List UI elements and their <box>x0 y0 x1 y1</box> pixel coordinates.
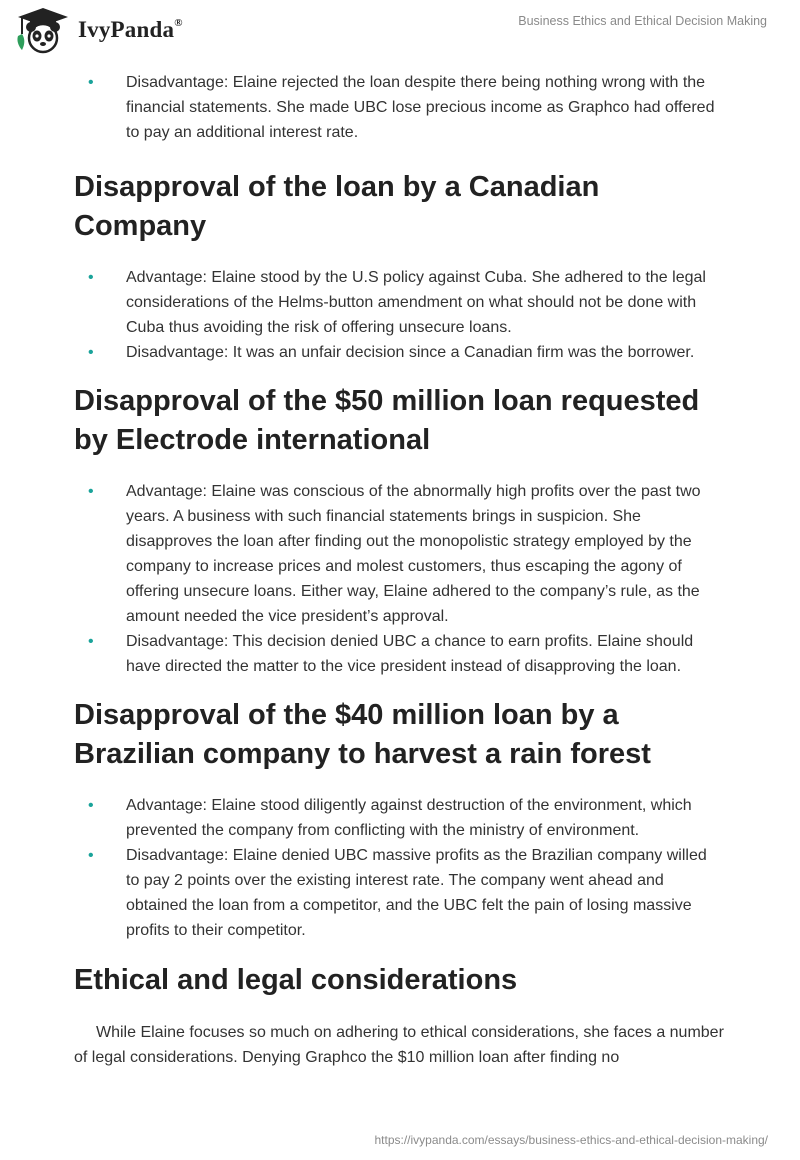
logo-text: IvyPanda® <box>78 17 183 42</box>
section-heading: Disapproval of the $50 million loan requested by Electrode international <box>74 385 700 456</box>
section-heading: Disapproval of the $40 million loan by a Brazilian company to harvest a rain forest <box>74 699 651 770</box>
site-logo[interactable] <box>14 6 183 54</box>
list-item: • Disadvantage: Elaine rejected the loan despite there being nothing wrong with the financial statements. She made UBC lose precious income as Graphco had offered to pay an additional interest rate. <box>74 70 724 145</box>
bullet-dot: • <box>88 633 94 650</box>
bullet-dot: • <box>88 797 94 814</box>
bullet-dot: • <box>88 74 94 91</box>
bullet-dot: • <box>88 269 94 286</box>
bullet-dot: • <box>88 483 94 500</box>
section-heading: Ethical and legal considerations <box>74 964 518 996</box>
bullet-list <box>74 265 724 365</box>
panda-graduate-icon <box>14 6 72 54</box>
article-content <box>74 70 724 1070</box>
body-paragraph: While Elaine focuses so much on adhering to ethical considerations, she faces a number of legal considerations. Denying Graphco the $10 million loan after finding no <box>74 1024 724 1066</box>
page-header <box>0 0 800 60</box>
section-heading: Disapproval of the loan by a Canadian Company <box>74 171 600 242</box>
document-title: Business Ethics and Ethical Decision Making <box>518 14 767 28</box>
bullet-dot: • <box>88 847 94 864</box>
list-item: • Disadvantage: This decision denied UBC a chance to earn profits. Elaine should have directed the matter to the vice president instead of disapproving the loan. <box>74 629 724 679</box>
source-url[interactable]: https://ivypanda.com/essays/business-ethics-and-ethical-decision-making/ <box>374 1133 768 1147</box>
bullet-list <box>74 479 724 679</box>
bullet-list <box>74 70 724 145</box>
list-item: • Advantage: Elaine was conscious of the abnormally high profits over the past two years. A business with such financial statements brings in suspicion. She disapproves the loan after finding out the monopolistic strategy employed by the company to increase prices and molest customers, thus escaping the agony of offering unsecure loans. Either way, Elaine adhered to the company’s rule, as the amount needed the vice president’s approval. <box>74 479 724 629</box>
bullet-list <box>74 793 724 943</box>
bullet-dot: • <box>88 344 94 361</box>
list-item: • Disadvantage: It was an unfair decision since a Canadian firm was the borrower. <box>74 340 724 365</box>
list-item: • Advantage: Elaine stood by the U.S policy against Cuba. She adhered to the legal considerations of the Helms-button amendment on what should not be done with Cuba thus avoiding the risk of offering unsecure loans. <box>74 265 724 340</box>
list-item: • Advantage: Elaine stood diligently against destruction of the environment, which prevented the company from conflicting with the ministry of environment. <box>74 793 724 843</box>
list-item: • Disadvantage: Elaine denied UBC massive profits as the Brazilian company willed to pay 2 points over the existing interest rate. The company went ahead and obtained the loan from a competitor, and the UBC felt the pain of losing massive profits to their competitor. <box>74 843 724 943</box>
